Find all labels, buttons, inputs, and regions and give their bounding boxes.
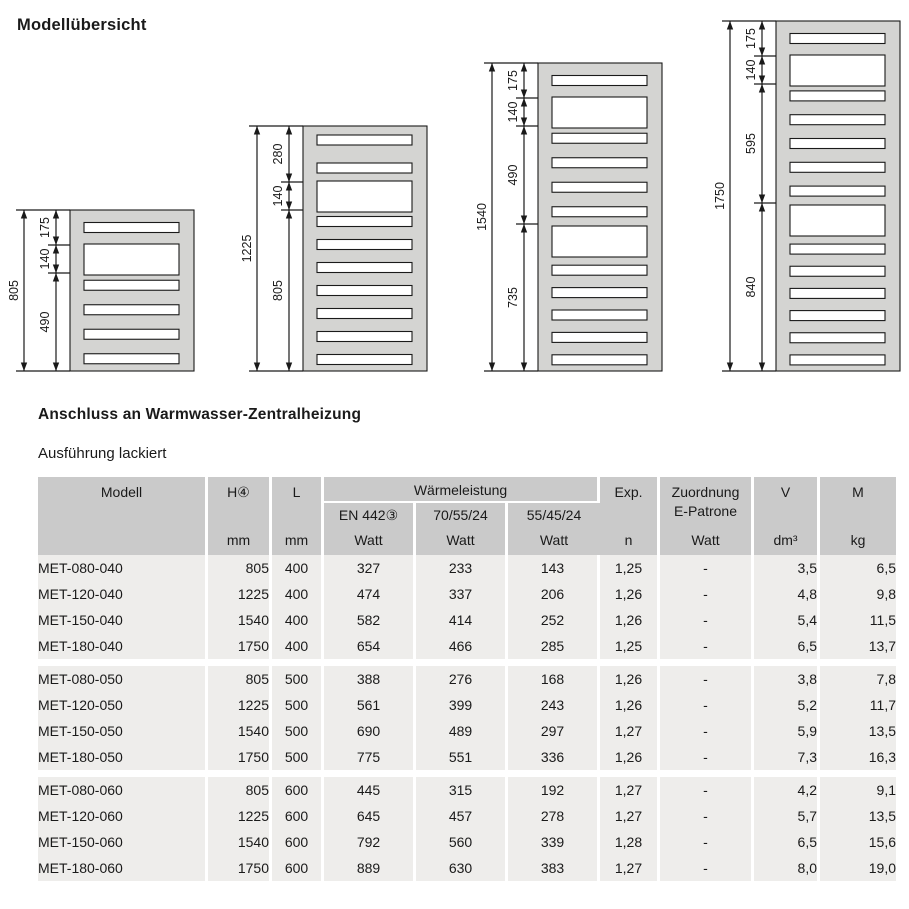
cell-w554524: 192: [508, 770, 600, 803]
col-header-en442: EN 442③ Watt: [324, 503, 416, 555]
cell-model: MET-180-040: [38, 633, 208, 659]
cell-exp: 1,26: [600, 607, 660, 633]
table-row-MET-080-040: [38, 555, 896, 581]
svg-text:1225: 1225: [240, 234, 254, 263]
svg-text:140: 140: [38, 248, 52, 270]
cell-w705524: 276: [416, 659, 508, 692]
cell-w705524: 466: [416, 633, 508, 659]
cell-exp: 1,25: [600, 633, 660, 659]
svg-text:175: 175: [744, 28, 758, 49]
cell-model: MET-120-040: [38, 581, 208, 607]
cell-m: 11,5: [820, 607, 896, 633]
cell-en442: 388: [324, 659, 416, 692]
model-overview-diagrams: [0, 0, 909, 400]
col-header-55-45-24: 55/45/24 Watt: [508, 503, 600, 555]
cell-v: 5,9: [754, 718, 820, 744]
section-heading: Anschluss an Warmwasser-Zentralheizung: [38, 406, 362, 423]
cell-m: 13,5: [820, 718, 896, 744]
radiator-1225-diagram: [237, 124, 428, 375]
cell-e_patrone: -: [660, 633, 754, 659]
cell-w554524: 252: [508, 607, 600, 633]
svg-text:1750: 1750: [713, 182, 727, 210]
cell-m: 13,5: [820, 803, 896, 829]
cell-h: 1750: [208, 633, 272, 659]
cell-w554524: 243: [508, 692, 600, 718]
cell-l: 500: [272, 659, 324, 692]
cell-w554524: 383: [508, 855, 600, 881]
cell-h: 1225: [208, 581, 272, 607]
cell-h: 1225: [208, 803, 272, 829]
cell-en442: 445: [324, 770, 416, 803]
col-header-zuordnung: Zuordnung E-Patrone Watt: [660, 477, 754, 555]
cell-v: 6,5: [754, 633, 820, 659]
cell-en442: 474: [324, 581, 416, 607]
cell-l: 400: [272, 633, 324, 659]
cell-v: 3,5: [754, 555, 820, 581]
cell-m: 9,8: [820, 581, 896, 607]
table-row-MET-180-040: [38, 633, 896, 659]
cell-exp: 1,27: [600, 855, 660, 881]
cell-e_patrone: -: [660, 581, 754, 607]
cell-l: 400: [272, 555, 324, 581]
cell-exp: 1,26: [600, 692, 660, 718]
cell-h: 805: [208, 659, 272, 692]
cell-l: 500: [272, 718, 324, 744]
cell-h: 1540: [208, 718, 272, 744]
cell-m: 7,8: [820, 659, 896, 692]
cell-w705524: 457: [416, 803, 508, 829]
finish-note: Ausführung lackiert: [38, 445, 167, 462]
cell-en442: 561: [324, 692, 416, 718]
cell-v: 6,5: [754, 829, 820, 855]
cell-exp: 1,27: [600, 770, 660, 803]
cell-exp: 1,27: [600, 718, 660, 744]
cell-e_patrone: -: [660, 659, 754, 692]
cell-m: 16,3: [820, 744, 896, 770]
cell-m: 13,7: [820, 633, 896, 659]
radiator-1540-diagram: [472, 61, 663, 375]
radiator-805-diagram: [4, 208, 195, 375]
cell-w554524: 168: [508, 659, 600, 692]
cell-w705524: 337: [416, 581, 508, 607]
table-row-MET-080-050: [38, 659, 896, 692]
table-row-MET-120-040: [38, 581, 896, 607]
cell-v: 4,8: [754, 581, 820, 607]
cell-exp: 1,27: [600, 803, 660, 829]
svg-text:490: 490: [506, 164, 520, 186]
cell-e_patrone: -: [660, 855, 754, 881]
cell-w705524: 630: [416, 855, 508, 881]
cell-m: 9,1: [820, 770, 896, 803]
cell-l: 600: [272, 803, 324, 829]
cell-m: 15,6: [820, 829, 896, 855]
page-title: Modellübersicht: [17, 16, 147, 34]
table-row-MET-120-060: [38, 803, 896, 829]
svg-text:805: 805: [7, 280, 21, 301]
cell-w554524: 143: [508, 555, 600, 581]
cell-e_patrone: -: [660, 555, 754, 581]
svg-text:140: 140: [506, 101, 520, 123]
cell-exp: 1,26: [600, 581, 660, 607]
cell-model: MET-150-040: [38, 607, 208, 633]
cell-model: MET-120-050: [38, 692, 208, 718]
cell-model: MET-180-060: [38, 855, 208, 881]
cell-w554524: 339: [508, 829, 600, 855]
svg-text:490: 490: [38, 311, 52, 333]
svg-text:280: 280: [271, 143, 285, 165]
cell-model: MET-120-060: [38, 803, 208, 829]
cell-e_patrone: -: [660, 770, 754, 803]
cell-en442: 690: [324, 718, 416, 744]
cell-exp: 1,25: [600, 555, 660, 581]
svg-text:140: 140: [744, 59, 758, 81]
spec-table: [38, 477, 896, 881]
cell-en442: 654: [324, 633, 416, 659]
svg-text:175: 175: [506, 70, 520, 91]
svg-text:735: 735: [506, 287, 520, 308]
cell-exp: 1,26: [600, 744, 660, 770]
svg-text:140: 140: [271, 185, 285, 207]
cell-l: 400: [272, 581, 324, 607]
cell-w705524: 560: [416, 829, 508, 855]
cell-w705524: 315: [416, 770, 508, 803]
table-row-MET-180-060: [38, 855, 896, 881]
cell-v: 5,2: [754, 692, 820, 718]
cell-l: 600: [272, 770, 324, 803]
col-header-modell: Modell: [38, 477, 208, 555]
cell-m: 11,7: [820, 692, 896, 718]
col-header-exp: Exp. n: [600, 477, 660, 555]
cell-w554524: 206: [508, 581, 600, 607]
cell-en442: 327: [324, 555, 416, 581]
cell-h: 1540: [208, 829, 272, 855]
cell-model: MET-080-050: [38, 659, 208, 692]
col-header-h: H④ mm: [208, 477, 272, 555]
cell-h: 805: [208, 555, 272, 581]
cell-h: 805: [208, 770, 272, 803]
cell-e_patrone: -: [660, 692, 754, 718]
svg-text:175: 175: [38, 217, 52, 238]
cell-m: 19,0: [820, 855, 896, 881]
cell-v: 3,8: [754, 659, 820, 692]
cell-w554524: 278: [508, 803, 600, 829]
svg-text:1540: 1540: [475, 203, 489, 231]
cell-e_patrone: -: [660, 744, 754, 770]
table-row-MET-150-040: [38, 607, 896, 633]
cell-w554524: 297: [508, 718, 600, 744]
cell-model: MET-080-060: [38, 770, 208, 803]
cell-h: 1225: [208, 692, 272, 718]
cell-l: 500: [272, 692, 324, 718]
cell-v: 7,3: [754, 744, 820, 770]
cell-w705524: 551: [416, 744, 508, 770]
cell-en442: 582: [324, 607, 416, 633]
cell-w554524: 336: [508, 744, 600, 770]
table-row-MET-150-060: [38, 829, 896, 855]
col-group-waermeleistung: Wärmeleistung: [324, 477, 600, 503]
cell-w705524: 399: [416, 692, 508, 718]
cell-model: MET-150-060: [38, 829, 208, 855]
cell-en442: 792: [324, 829, 416, 855]
svg-text:840: 840: [744, 276, 758, 298]
radiator-1750-diagram: [710, 19, 901, 375]
cell-l: 600: [272, 855, 324, 881]
svg-text:595: 595: [744, 133, 758, 154]
cell-model: MET-180-050: [38, 744, 208, 770]
cell-h: 1540: [208, 607, 272, 633]
cell-exp: 1,26: [600, 659, 660, 692]
cell-l: 400: [272, 607, 324, 633]
cell-e_patrone: -: [660, 718, 754, 744]
cell-e_patrone: -: [660, 829, 754, 855]
cell-l: 500: [272, 744, 324, 770]
table-row-MET-150-050: [38, 718, 896, 744]
cell-model: MET-150-050: [38, 718, 208, 744]
svg-text:805: 805: [271, 280, 285, 301]
cell-w554524: 285: [508, 633, 600, 659]
cell-en442: 645: [324, 803, 416, 829]
cell-w705524: 489: [416, 718, 508, 744]
cell-v: 5,4: [754, 607, 820, 633]
table-row-MET-120-050: [38, 692, 896, 718]
cell-en442: 775: [324, 744, 416, 770]
cell-v: 4,2: [754, 770, 820, 803]
table-row-MET-180-050: [38, 744, 896, 770]
cell-v: 5,7: [754, 803, 820, 829]
cell-l: 600: [272, 829, 324, 855]
cell-e_patrone: -: [660, 803, 754, 829]
col-header-70-55-24: 70/55/24 Watt: [416, 503, 508, 555]
cell-w705524: 233: [416, 555, 508, 581]
cell-w705524: 414: [416, 607, 508, 633]
cell-e_patrone: -: [660, 607, 754, 633]
col-header-m: M kg: [820, 477, 896, 555]
cell-exp: 1,28: [600, 829, 660, 855]
table-row-MET-080-060: [38, 770, 896, 803]
cell-h: 1750: [208, 744, 272, 770]
cell-v: 8,0: [754, 855, 820, 881]
cell-m: 6,5: [820, 555, 896, 581]
col-header-l: L mm: [272, 477, 324, 555]
col-header-v: V dm³: [754, 477, 820, 555]
cell-h: 1750: [208, 855, 272, 881]
cell-model: MET-080-040: [38, 555, 208, 581]
cell-en442: 889: [324, 855, 416, 881]
